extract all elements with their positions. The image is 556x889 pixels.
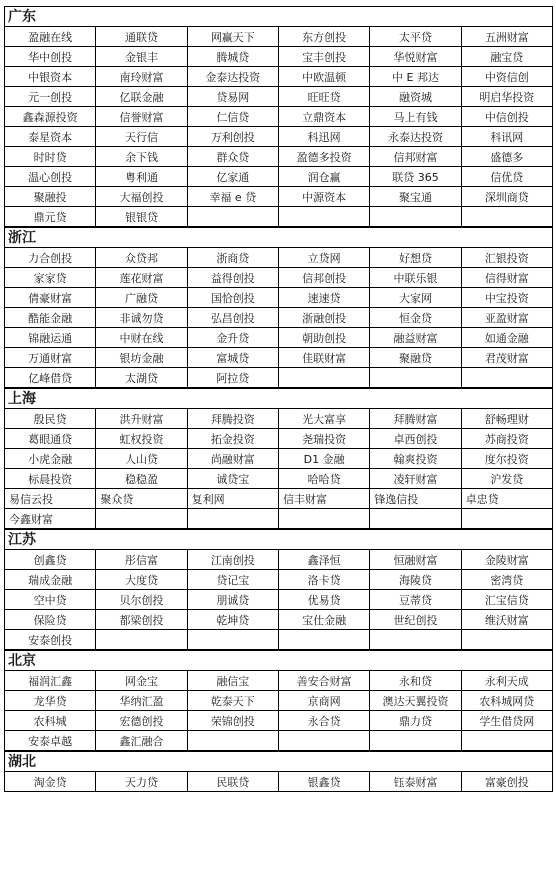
platform-table	[4, 670, 553, 751]
platform-cell: 光大富享	[278, 409, 369, 429]
region-title: 广东	[4, 6, 553, 26]
platform-cell: 家家贷	[5, 268, 96, 288]
platform-cell	[370, 207, 461, 227]
platform-cell: 鑫汇融合	[96, 731, 187, 751]
platform-cell	[461, 207, 552, 227]
platform-cell: 民联贷	[187, 772, 278, 792]
platform-cell: 网金宝	[96, 671, 187, 691]
platform-cell: 亿家通	[187, 167, 278, 187]
platform-cell: 倩豪财富	[5, 288, 96, 308]
platform-cell	[461, 368, 552, 388]
platform-cell: 龙华贷	[5, 691, 96, 711]
platform-cell: 信丰财富	[278, 489, 369, 509]
table-row	[5, 368, 553, 388]
platform-cell: 农科城网贷	[461, 691, 552, 711]
platform-cell: 腾城贷	[187, 47, 278, 67]
platform-cell: 大福创投	[96, 187, 187, 207]
platform-cell: 幸福 e 贷	[187, 187, 278, 207]
platform-cell: 太湖贷	[96, 368, 187, 388]
platform-cell: 密湾贷	[461, 570, 552, 590]
platform-cell: 盈融在线	[5, 27, 96, 47]
platform-cell: 锦融运通	[5, 328, 96, 348]
platform-cell: 中联乐银	[370, 268, 461, 288]
platform-cell: 福润汇鑫	[5, 671, 96, 691]
platform-cell: 华中创投	[5, 47, 96, 67]
table-row	[5, 47, 553, 67]
platform-table	[4, 247, 553, 388]
platform-cell: 都梁创投	[96, 610, 187, 630]
platform-cell	[278, 368, 369, 388]
platform-cell: 拜腾财富	[370, 409, 461, 429]
platform-cell: 安泰创投	[5, 630, 96, 650]
platform-cell: D1 金融	[278, 449, 369, 469]
platform-cell: 中信创投	[461, 107, 552, 127]
platform-cell: 南玲财富	[96, 67, 187, 87]
platform-cell: 天力贷	[96, 772, 187, 792]
table-row	[5, 207, 553, 227]
platform-cell: 温心创投	[5, 167, 96, 187]
platform-cell: 益得创投	[187, 268, 278, 288]
platform-cell: 中欧温顿	[278, 67, 369, 87]
platform-cell: 学生借贷网	[461, 711, 552, 731]
platform-cell: 非诚勿贷	[96, 308, 187, 328]
table-row	[5, 711, 553, 731]
platform-cell: 富城贷	[187, 348, 278, 368]
platform-cell: 彤信富	[96, 550, 187, 570]
platform-cell: 聚融贷	[370, 348, 461, 368]
platform-cell: 聚宝通	[370, 187, 461, 207]
platform-cell: 锋逸信投	[370, 489, 461, 509]
platform-cell	[278, 509, 369, 529]
platform-cell	[187, 630, 278, 650]
platform-cell: 金升贷	[187, 328, 278, 348]
platform-cell: 粤利通	[96, 167, 187, 187]
platform-table	[4, 26, 553, 227]
platform-table	[4, 549, 553, 650]
platform-cell: 苏商投资	[461, 429, 552, 449]
platform-cell	[370, 368, 461, 388]
platform-cell: 金陵财富	[461, 550, 552, 570]
platform-cell	[96, 509, 187, 529]
platform-cell: 尧瑞投资	[278, 429, 369, 449]
platform-cell: 立贷网	[278, 248, 369, 268]
platform-cell: 宝仕金融	[278, 610, 369, 630]
platform-cell: 如通金融	[461, 328, 552, 348]
platform-cell: 融益财富	[370, 328, 461, 348]
table-row	[5, 772, 553, 792]
platform-cell: 聚众贷	[96, 489, 187, 509]
platform-cell: 旺旺贷	[278, 87, 369, 107]
table-row	[5, 348, 553, 368]
platform-cell: 中资信创	[461, 67, 552, 87]
platform-cell: 万利创投	[187, 127, 278, 147]
platform-cell: 安泰卓越	[5, 731, 96, 751]
platform-cell: 朋诚贷	[187, 590, 278, 610]
platform-cell: 国恰创投	[187, 288, 278, 308]
platform-cell: 信得财富	[461, 268, 552, 288]
platform-cell: 盈德多投资	[278, 147, 369, 167]
platform-cell: 恒金贷	[370, 308, 461, 328]
platform-cell: 银坊金融	[96, 348, 187, 368]
platform-cell: 华纳汇盈	[96, 691, 187, 711]
platform-cell: 贝尔创投	[96, 590, 187, 610]
platform-cell: 宝丰创投	[278, 47, 369, 67]
platform-cell: 力合创投	[5, 248, 96, 268]
platform-cell: 东方创投	[278, 27, 369, 47]
table-row	[5, 550, 553, 570]
region-section	[4, 6, 553, 227]
platform-cell: 豆蒂贷	[370, 590, 461, 610]
platform-cell	[278, 630, 369, 650]
region-title: 江苏	[4, 529, 553, 549]
platform-cell: 淘金贷	[5, 772, 96, 792]
platform-cell: 信优贷	[461, 167, 552, 187]
platform-cell: 中银资本	[5, 67, 96, 87]
region-title: 上海	[4, 388, 553, 408]
table-row	[5, 590, 553, 610]
platform-cell	[461, 731, 552, 751]
platform-cell: 信邦创投	[278, 268, 369, 288]
platform-cell: 稳稳盈	[96, 469, 187, 489]
platform-cell	[187, 731, 278, 751]
platform-cell: 弘昌创投	[187, 308, 278, 328]
platform-cell: 易信云投	[5, 489, 96, 509]
region-section	[4, 227, 553, 388]
platform-cell: 浙融创投	[278, 308, 369, 328]
platform-cell: 优易贷	[278, 590, 369, 610]
platform-cell: 金银丰	[96, 47, 187, 67]
platform-cell	[187, 207, 278, 227]
platform-cell: 洪升财富	[96, 409, 187, 429]
platform-cell: 凌轩财富	[370, 469, 461, 489]
platform-cell: 君茂财富	[461, 348, 552, 368]
platform-table	[4, 408, 553, 529]
platform-cell: 京商网	[278, 691, 369, 711]
platform-cell: 荣锦创投	[187, 711, 278, 731]
region-title: 浙江	[4, 227, 553, 247]
platform-cell: 拓金投资	[187, 429, 278, 449]
platform-cell: 元一创投	[5, 87, 96, 107]
table-row	[5, 268, 553, 288]
platform-cell: 亿峰借贷	[5, 368, 96, 388]
platform-cell: 度尔投资	[461, 449, 552, 469]
platform-cell	[96, 630, 187, 650]
platform-cell: 五洲财富	[461, 27, 552, 47]
platform-cell: 润仓赢	[278, 167, 369, 187]
platform-cell	[278, 731, 369, 751]
table-row	[5, 308, 553, 328]
platform-cell: 融资城	[370, 87, 461, 107]
platform-cell: 信邦财富	[370, 147, 461, 167]
platform-cell: 立鼎资本	[278, 107, 369, 127]
platform-cell: 空中贷	[5, 590, 96, 610]
platform-cell: 翰爽投资	[370, 449, 461, 469]
table-row	[5, 671, 553, 691]
table-row	[5, 731, 553, 751]
platform-cell: 宏德创投	[96, 711, 187, 731]
platform-cell: 深圳商贷	[461, 187, 552, 207]
platform-cell: 酷能金融	[5, 308, 96, 328]
platform-cell: 尚融财富	[187, 449, 278, 469]
region-section	[4, 529, 553, 650]
platform-cell: 天行信	[96, 127, 187, 147]
platform-cell: 科迅网	[278, 127, 369, 147]
platform-cell: 中 E 邦达	[370, 67, 461, 87]
platform-cell: 朝助创投	[278, 328, 369, 348]
platform-cell: 恒融财富	[370, 550, 461, 570]
platform-cell: 鑫森源投资	[5, 107, 96, 127]
table-row	[5, 147, 553, 167]
platform-cell: 洛卡贷	[278, 570, 369, 590]
platform-cell: 拜腾投资	[187, 409, 278, 429]
platform-cell: 乾坤贷	[187, 610, 278, 630]
platform-cell: 中财在线	[96, 328, 187, 348]
region-section	[4, 650, 553, 751]
table-row	[5, 469, 553, 489]
platform-cell: 仁信贷	[187, 107, 278, 127]
table-row	[5, 691, 553, 711]
platform-cell: 贷易网	[187, 87, 278, 107]
platform-cell: 海陵贷	[370, 570, 461, 590]
platform-cell: 卓西创投	[370, 429, 461, 449]
table-row	[5, 107, 553, 127]
table-row	[5, 489, 553, 509]
platform-cell: 盛德多	[461, 147, 552, 167]
table-row	[5, 449, 553, 469]
platform-cell: 汇宝信贷	[461, 590, 552, 610]
platform-cell: 鼎元贷	[5, 207, 96, 227]
platform-cell: 泰星资本	[5, 127, 96, 147]
platform-cell	[370, 509, 461, 529]
platform-cell: 复利网	[187, 489, 278, 509]
table-row	[5, 27, 553, 47]
region-title: 北京	[4, 650, 553, 670]
platform-cell: 鑫泽恒	[278, 550, 369, 570]
platform-cell: 标晨投资	[5, 469, 96, 489]
platform-cell: 佳联财富	[278, 348, 369, 368]
table-row	[5, 288, 553, 308]
platform-cell: 融宝贷	[461, 47, 552, 67]
platform-cell: 永合贷	[278, 711, 369, 731]
platform-cell: 联贷 365	[370, 167, 461, 187]
platform-cell: 殷民贷	[5, 409, 96, 429]
platform-cell: 创鑫贷	[5, 550, 96, 570]
platform-table	[4, 771, 553, 792]
table-row	[5, 509, 553, 529]
platform-cell: 富豪创投	[461, 772, 552, 792]
platform-cell: 保险贷	[5, 610, 96, 630]
platform-cell: 明启华投资	[461, 87, 552, 107]
platform-cell: 大度贷	[96, 570, 187, 590]
table-row	[5, 409, 553, 429]
platform-cell: 葛眼通贷	[5, 429, 96, 449]
platform-cell: 广融贷	[96, 288, 187, 308]
table-row	[5, 429, 553, 449]
platform-cell: 亚盈财富	[461, 308, 552, 328]
platform-cell: 华悦财富	[370, 47, 461, 67]
table-row	[5, 127, 553, 147]
platform-cell: 永和贷	[370, 671, 461, 691]
platform-cell: 银鑫贷	[278, 772, 369, 792]
table-row	[5, 87, 553, 107]
platform-cell: 沪发贷	[461, 469, 552, 489]
platform-cell: 农科城	[5, 711, 96, 731]
platform-cell: 卓忠贷	[461, 489, 552, 509]
platform-cell: 好想贷	[370, 248, 461, 268]
region-title: 湖北	[4, 751, 553, 771]
platform-cell: 科讯网	[461, 127, 552, 147]
platform-cell: 汇银投资	[461, 248, 552, 268]
platform-cell: 虹权投资	[96, 429, 187, 449]
table-row	[5, 328, 553, 348]
platform-cell: 聚融投	[5, 187, 96, 207]
platform-cell: 阿拉贷	[187, 368, 278, 388]
table-row	[5, 610, 553, 630]
platform-cell: 时时贷	[5, 147, 96, 167]
platform-cell: 乾泰天下	[187, 691, 278, 711]
platform-cell: 融信宝	[187, 671, 278, 691]
table-row	[5, 248, 553, 268]
platform-cell: 世纪创投	[370, 610, 461, 630]
platform-cell: 众贷邦	[96, 248, 187, 268]
platform-cell: 银银贷	[96, 207, 187, 227]
platform-cell: 江南创投	[187, 550, 278, 570]
platform-cell: 小虎金融	[5, 449, 96, 469]
platform-cell: 鼎力贷	[370, 711, 461, 731]
table-row	[5, 67, 553, 87]
platform-cell: 瑞成金融	[5, 570, 96, 590]
table-row	[5, 187, 553, 207]
platform-cell: 永利天成	[461, 671, 552, 691]
table-row	[5, 167, 553, 187]
platform-cell: 善安合财富	[278, 671, 369, 691]
platform-cell: 贷记宝	[187, 570, 278, 590]
platform-cell: 澳达天翼投资	[370, 691, 461, 711]
platform-cell: 哈哈贷	[278, 469, 369, 489]
platform-cell: 群众贷	[187, 147, 278, 167]
platform-cell: 中源资本	[278, 187, 369, 207]
platform-cell	[187, 509, 278, 529]
platform-cell: 大家网	[370, 288, 461, 308]
region-section	[4, 751, 553, 792]
platform-cell: 今鑫财富	[5, 509, 96, 529]
platform-cell: 永泰达投资	[370, 127, 461, 147]
platform-cell	[278, 207, 369, 227]
platform-cell: 网赢天下	[187, 27, 278, 47]
platform-cell: 太平贷	[370, 27, 461, 47]
table-row	[5, 630, 553, 650]
platform-cell: 莲花财富	[96, 268, 187, 288]
platform-cell: 浙商贷	[187, 248, 278, 268]
platform-cell: 金泰达投资	[187, 67, 278, 87]
platform-cell: 诚贷宝	[187, 469, 278, 489]
platform-cell: 余下钱	[96, 147, 187, 167]
region-section	[4, 388, 553, 529]
platform-cell: 中宝投资	[461, 288, 552, 308]
platform-cell: 亿联金融	[96, 87, 187, 107]
platform-cell: 维沃财富	[461, 610, 552, 630]
platform-cell	[461, 630, 552, 650]
platform-cell: 钰泰财富	[370, 772, 461, 792]
platform-cell: 速速贷	[278, 288, 369, 308]
platform-cell: 人山贷	[96, 449, 187, 469]
platform-cell: 通联贷	[96, 27, 187, 47]
platform-cell: 舒畅理财	[461, 409, 552, 429]
table-row	[5, 570, 553, 590]
platform-cell	[461, 509, 552, 529]
platform-cell	[370, 630, 461, 650]
platform-cell: 信誉财富	[96, 107, 187, 127]
platform-cell: 马上有钱	[370, 107, 461, 127]
platform-list-sheet	[4, 6, 553, 792]
platform-cell	[370, 731, 461, 751]
platform-cell: 万通财富	[5, 348, 96, 368]
